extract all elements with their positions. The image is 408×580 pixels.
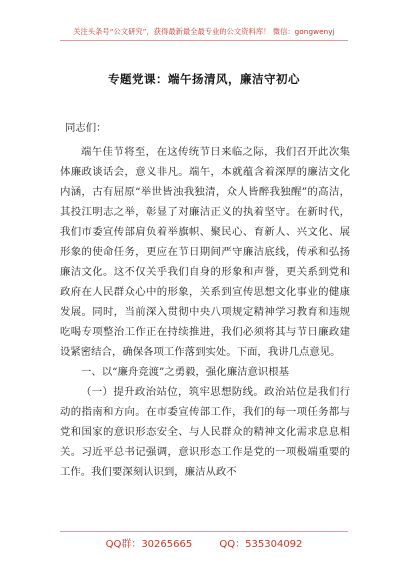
- footer-qq-contact: QQ：535304092: [219, 539, 303, 550]
- intro-paragraph: 端午佳节将至，在这传统节日来临之际，我们召开此次集体廉政谈话会，意义非凡。端午，本就蕴含着深厚的廉洁文化内涵，古有屈原“举世皆浊我独清，众人皆醉我独醒”的高洁，其投江明志之举，彰显了对廉洁正义的执着坚守。在新时代，我们市委宣传部肩负着举旗帜、聚民心、育新人、兴文化、展形象的使命任务，更应在节日期间严守廉洁底线，传承和弘扬廉洁文化。这不仅关乎我们自身的形象和声誉，更关系到党和政府在人民群众心中的形象，关系到宣传思想文化事业的健康发展。同时，当前深入贯彻中央八项规定精神学习教育和违规吃喝专项整治工作正在持续推进，我们必须将其与节日廉政建设紧密结合，确保各项工作落到实处。下面，我讲几点意见。: [60, 146, 350, 358]
- header-divider: [60, 40, 348, 41]
- footer-divider: [60, 531, 348, 532]
- footer-contacts: [0, 535, 408, 550]
- document-body: [60, 118, 350, 482]
- header-notice: 关注头条号“公文研究”，获得最新最全最专业的公文资料库！ 微信：gongwenyj: [73, 27, 335, 36]
- section-heading: 一、以“廉舟竞渡”之勇毅，强化廉洁意识根基: [81, 366, 290, 378]
- salutation: 同志们：: [65, 122, 107, 134]
- footer-qq-group: QQ群：30265665: [105, 539, 193, 550]
- subsection-paragraph: （一）提升政治站位，筑牢思想防线。政治站位是我们行动的指南和方向。在市委宣传部工作，我们的每一项任务都与党和国家的意识形态安全、与人民群众的精神文化需求息息相关。习近平总书记强调，意识形态工作是党的一项极端重要的工作。我们要深刻认识到，廉洁从政不: [60, 386, 350, 478]
- document-title: 专题党课：端午扬清风，廉洁守初心: [108, 72, 300, 86]
